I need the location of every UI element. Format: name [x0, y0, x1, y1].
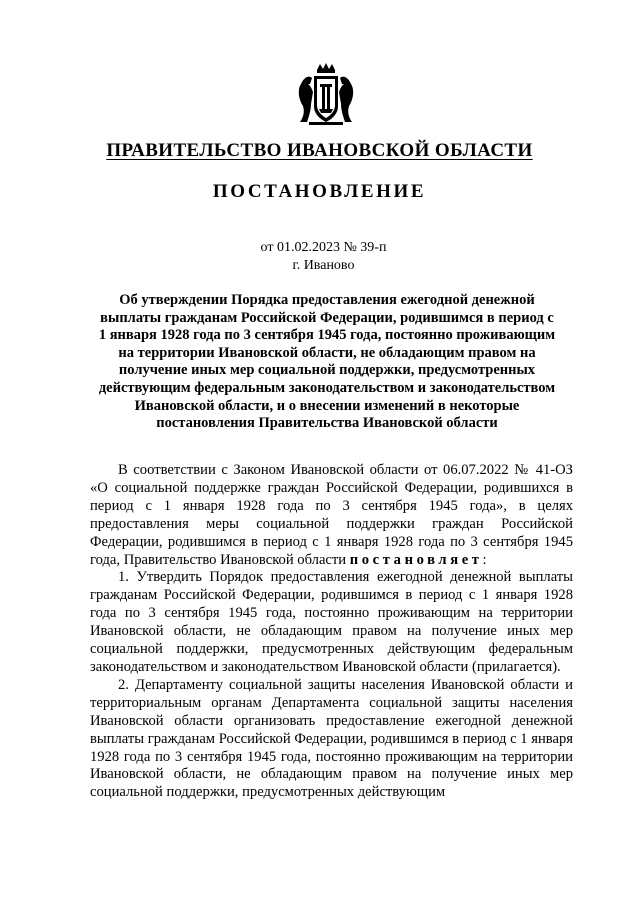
- preamble-text: В соответствии с Законом Ивановской области от 06.07.2022 № 41-ОЗ «О социальной поддержке граждан Российской Федерации, родившихся в период с 1 января 1928 года по 3 сентября 1945 года», в целях предоставления меры социальной поддержки граждан Российской Федерации, родившимся в период с 1 января 1928 года по 3 сентября 1945 года, Правительство Ивановской области: [90, 462, 573, 568]
- resolves-punctuation: :: [482, 551, 487, 568]
- preamble-paragraph: [90, 462, 573, 569]
- city: г. Иваново: [292, 258, 355, 273]
- date-number: от 01.02.2023 № 39-п: [260, 240, 387, 255]
- organization-name: ПРАВИТЕЛЬСТВО ИВАНОВСКОЙ ОБЛАСТИ: [106, 140, 533, 161]
- resolves-word: постановляет: [349, 551, 483, 568]
- document-type: ПОСТАНОВЛЕНИЕ: [212, 181, 427, 202]
- document-title: Об утверждении Порядка предоставления ежегодной денежной выплаты гражданам Российской Федерации, родившимся в период с 1 января 1928 года по 3 сентября 1945 года, постоянно проживающим на территории Ивановской области, не обладающим правом на получение иных мер социальной поддержки, предусмотренных действующим федеральным законодательством и законодательством Ивановской области, и о внесении изменений в некоторые постановления Правительства Ивановской области: [98, 292, 556, 432]
- coat-of-arms-icon: [295, 62, 357, 126]
- document-body: [90, 462, 573, 802]
- item-2-paragraph: 2. Департаменту социальной защиты населения Ивановской области и территориальным органам Департамента социальной защиты населения Ивановской области организовать предоставление ежегодной денежной выплаты гражданам Российской Федерации, родившимся в период с 1 января 1928 года по 3 сентября 1945 года, постоянно проживающим на территории Ивановской области, не обладающим правом на получение иных мер социальной поддержки, предусмотренных действующим: [90, 676, 573, 801]
- item-1-paragraph: 1. Утвердить Порядок предоставления ежегодной денежной выплаты гражданам Российской Федерации, родившимся в период с 1 января 1928 года по 3 сентября 1945 года, постоянно проживающим на территории Ивановской области, не обладающим правом на получение иных мер социальной поддержки, предусмотренных действующим федеральным законодательством и законодательством Ивановской области (прилагается).: [90, 569, 573, 675]
